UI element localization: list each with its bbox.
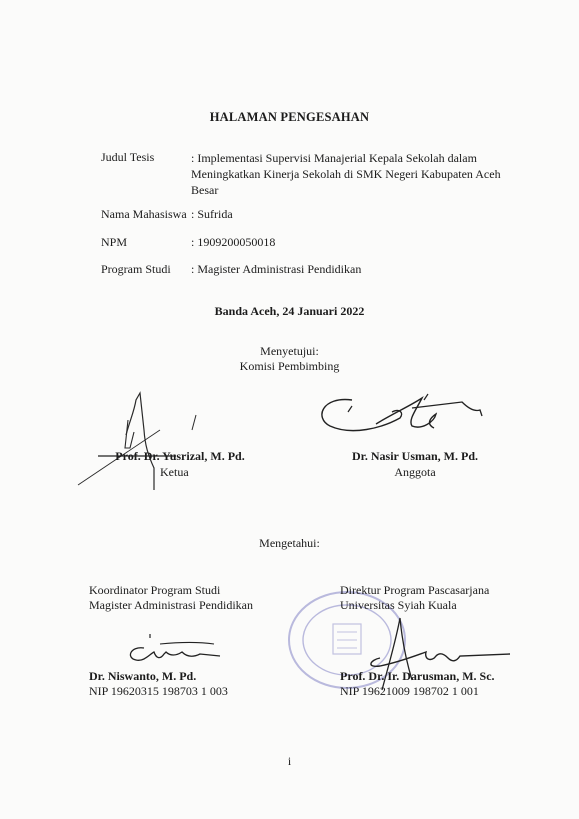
thesis-title-value: : Implementasi Supervisi Manajerial Kepala Sekolah dalam Meningkatkan Kinerja Sekolah di SMK Negeri Kabupaten Aceh Besar	[191, 151, 501, 197]
npm-value: : 1909200050018	[191, 235, 276, 249]
director-nip: NIP 19621009 198702 1 001	[340, 684, 479, 698]
director-university: Universitas Syiah Kuala	[340, 598, 457, 612]
place-date: Banda Aceh, 24 Januari 2022	[214, 304, 365, 318]
coordinator-program: Magister Administrasi Pendidikan	[89, 598, 253, 612]
member-name: Dr. Nasir Usman, M. Pd.	[351, 449, 478, 463]
approval-label: Menyetujui:	[260, 344, 319, 358]
coordinator-name: Dr. Niswanto, M. Pd.	[89, 669, 197, 683]
chair-name: Prof. Dr. Yusrizal, M. Pd.	[115, 449, 245, 463]
director-name: Prof. Dr. Ir. Darusman, M. Sc.	[340, 669, 495, 683]
signature-coordinator	[120, 628, 230, 668]
student-name-value: : Sufrida	[191, 207, 233, 221]
signature-ketua	[78, 390, 228, 490]
thesis-title-label: Judul Tesis	[101, 150, 155, 164]
chair-name-strike	[98, 455, 178, 459]
study-program-value: : Magister Administrasi Pendidikan	[191, 262, 362, 276]
committee-label: Komisi Pembimbing	[239, 359, 340, 373]
member-role: Anggota	[394, 465, 436, 479]
student-name-label: Nama Mahasiswa	[101, 207, 187, 221]
coordinator-title: Koordinator Program Studi	[89, 583, 221, 597]
acknowledged-label: Mengetahui:	[259, 536, 320, 550]
chair-role: Ketua	[160, 465, 189, 479]
npm-label: NPM	[101, 235, 128, 249]
page-number: i	[287, 754, 292, 768]
coordinator-nip: NIP 19620315 198703 1 003	[89, 684, 228, 698]
signature-anggota	[312, 388, 502, 448]
director-title: Direktur Program Pascasarjana	[340, 583, 490, 597]
page-title: HALAMAN PENGESAHAN	[209, 110, 370, 124]
study-program-label: Program Studi	[101, 262, 171, 276]
